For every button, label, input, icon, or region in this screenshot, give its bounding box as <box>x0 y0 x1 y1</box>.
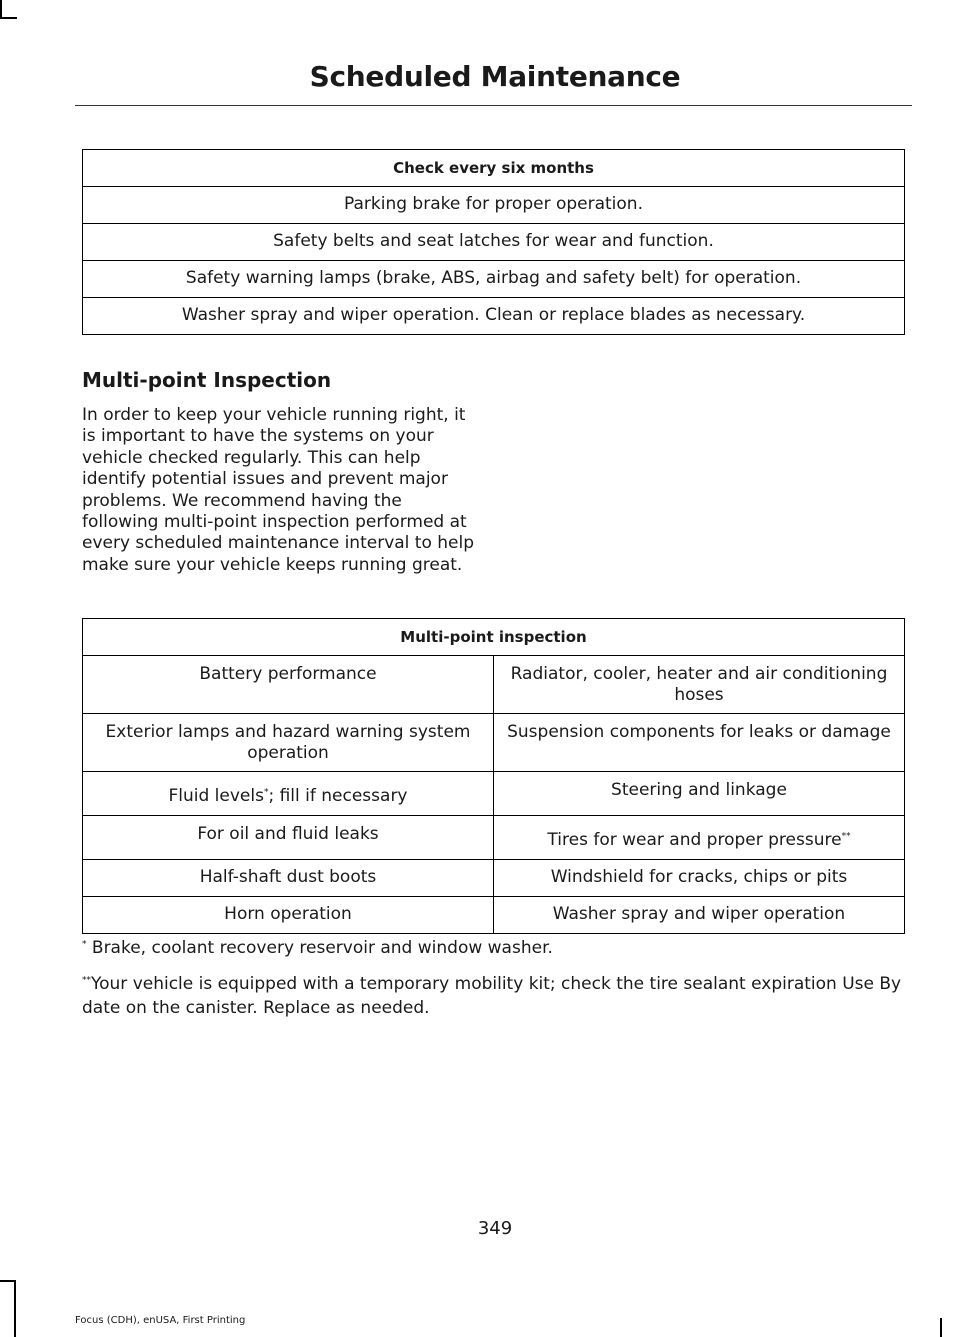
table-row <box>83 656 905 714</box>
cell-text: ; fill if necessary <box>268 786 408 806</box>
cell-text: Fluid levels <box>168 786 264 806</box>
table-cell: Washer spray and wiper operation. Clean or replace blades as necessary. <box>83 298 905 335</box>
crop-mark <box>14 1280 16 1337</box>
footnote-mark: * <box>263 787 269 798</box>
crop-mark <box>940 1318 942 1337</box>
table-header-row <box>83 619 905 656</box>
footnote <box>82 936 912 960</box>
table-cell: For oil and fluid leaks <box>83 816 494 860</box>
table-cell: Washer spray and wiper operation <box>494 897 905 934</box>
footnote-mark: * <box>82 939 87 950</box>
table-cell: Suspension components for leaks or damage <box>494 714 905 772</box>
table-row <box>83 860 905 897</box>
table-cell: Radiator, cooler, heater and air conditioning hoses <box>494 656 905 714</box>
title-rule <box>75 105 912 106</box>
multi-point-table <box>82 618 905 934</box>
table-cell <box>83 772 494 816</box>
page-title: Scheduled Maintenance <box>309 60 681 93</box>
footnote-mark: ** <box>82 975 91 986</box>
table-row <box>83 816 905 860</box>
table-row <box>83 187 905 224</box>
footnote-text: Your vehicle is equipped with a temporary mobility kit; check the tire sealant expiration Use By date on the canister. Replace as needed. <box>82 974 902 1018</box>
table-cell <box>494 816 905 860</box>
table-cell: Steering and linkage <box>494 772 905 816</box>
footnote-text: Brake, coolant recovery reservoir and window washer. <box>86 938 553 958</box>
table-row <box>83 298 905 335</box>
footnote-mark: ** <box>841 831 851 842</box>
table-cell: Half-shaft dust boots <box>83 860 494 897</box>
section-heading: Multi-point Inspection <box>82 368 332 392</box>
crop-mark <box>0 1280 16 1282</box>
table-header-row <box>83 150 905 187</box>
cell-text: Tires for wear and proper pressure <box>547 830 842 850</box>
table-header: Multi-point inspection <box>83 619 905 656</box>
table-row <box>83 261 905 298</box>
crop-mark <box>0 17 17 19</box>
table-cell: Parking brake for proper operation. <box>83 187 905 224</box>
table-cell: Horn operation <box>83 897 494 934</box>
footer-note: Focus (CDH), enUSA, First Printing <box>75 1315 246 1326</box>
table-cell: Safety belts and seat latches for wear and function. <box>83 224 905 261</box>
footnote <box>82 972 912 1020</box>
crop-mark <box>0 0 2 17</box>
six-months-table <box>82 149 905 335</box>
table-row <box>83 772 905 816</box>
table-row <box>83 897 905 934</box>
intro-paragraph: In order to keep your vehicle running right, it is important to have the systems on your vehicle checked regularly. This can help identify potential issues and prevent major problems. We recommend having the following multi-point inspection performed at every scheduled maintenance interval to help make sure your vehicle keeps running great. <box>82 405 475 575</box>
page-number: 349 <box>477 1218 513 1239</box>
table-cell: Battery performance <box>83 656 494 714</box>
table-row <box>83 714 905 772</box>
table-cell: Windshield for cracks, chips or pits <box>494 860 905 897</box>
table-header: Check every six months <box>83 150 905 187</box>
table-cell: Exterior lamps and hazard warning system operation <box>83 714 494 772</box>
table-cell: Safety warning lamps (brake, ABS, airbag and safety belt) for operation. <box>83 261 905 298</box>
table-row <box>83 224 905 261</box>
